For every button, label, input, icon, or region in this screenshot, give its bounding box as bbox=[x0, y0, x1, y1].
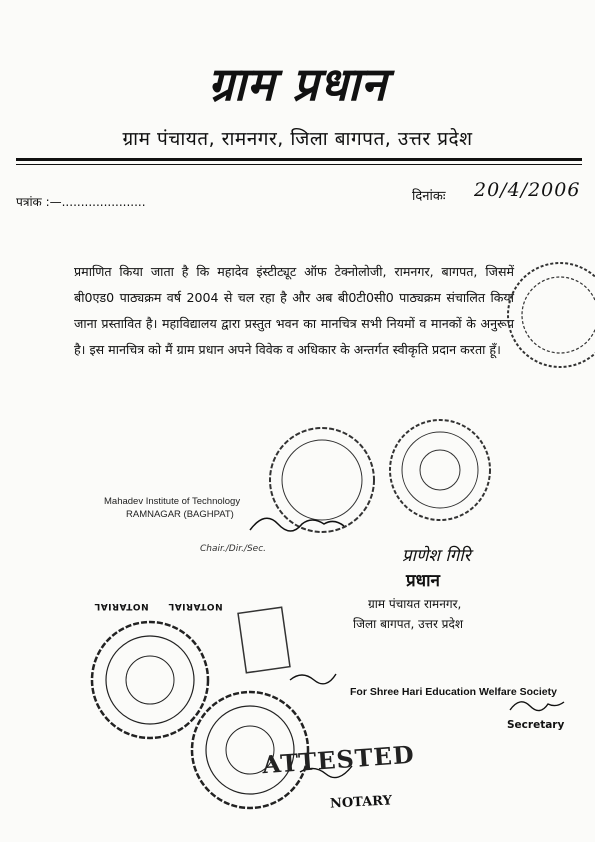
notary-seal-large-icon bbox=[92, 622, 208, 738]
institute-stamp bbox=[104, 495, 240, 521]
tr-stamp-icon bbox=[238, 607, 290, 673]
institute-place: RAMNAGAR (BAGHPAT) bbox=[126, 509, 234, 520]
pradhan-title: प्रधान bbox=[406, 571, 440, 591]
certificate-body: प्रमाणित किया जाता है कि महादेव इंस्टीट्यूट ऑफ टेक्नोलोजी, रामनगर, बागपत, जिसमें बी0एड0 पाठ्यक्रम वर्ष 2004 से चल रहा है और अब बी0टी0सी0 पाठ्यक्रम संचालित किया जाना प्रस्तावित है। महाविद्यालय द्वारा प्रस्तुत भवन का मानचित्र सभी नियमों व मानकों के अनुरूप है। इस मानचित्र को मैं ग्राम प्रधान अपने विवेक व अधिकार के अन्तर्गत स्वीकृति प्रदान करता हूँ। bbox=[74, 264, 514, 357]
notary-stamp-label: NOTARY bbox=[329, 793, 393, 812]
institute-seal-icon bbox=[270, 428, 374, 532]
notarial-label-1: NOTARIAL bbox=[94, 601, 149, 611]
attested-stamp: ATTESTED bbox=[261, 739, 416, 780]
notary-seal-top-right-icon bbox=[508, 263, 595, 367]
reference-number: पत्रांक :—...................... bbox=[16, 195, 146, 209]
date-label: दिनांकः bbox=[412, 189, 446, 204]
institute-role: Chair./Dir./Sec. bbox=[200, 544, 267, 554]
pradhan-address-line2: जिला बागपत, उत्तर प्रदेश bbox=[353, 617, 464, 631]
letterhead-subtitle: ग्राम पंचायत, रामनगर, जिला बागपत, उत्तर प्रदेश bbox=[122, 128, 473, 150]
pradhan-address-line1: ग्राम पंचायत रामनगर, bbox=[368, 597, 462, 611]
society-role: Secretary bbox=[507, 719, 565, 731]
date-value: 20/4/2006 bbox=[474, 179, 581, 201]
institute-name: Mahadev Institute of Technology bbox=[104, 496, 241, 507]
gram-pradhan-seal-icon bbox=[390, 420, 490, 520]
secretary-signature-icon bbox=[510, 702, 564, 711]
pradhan-signature: प्राणेश गिरि bbox=[402, 546, 471, 566]
letterhead-title: ग्राम प्रधान bbox=[207, 57, 388, 111]
notarial-label-2: NOTARIAL bbox=[168, 601, 223, 611]
society-name: For Shree Hari Education Welfare Society bbox=[350, 686, 557, 698]
